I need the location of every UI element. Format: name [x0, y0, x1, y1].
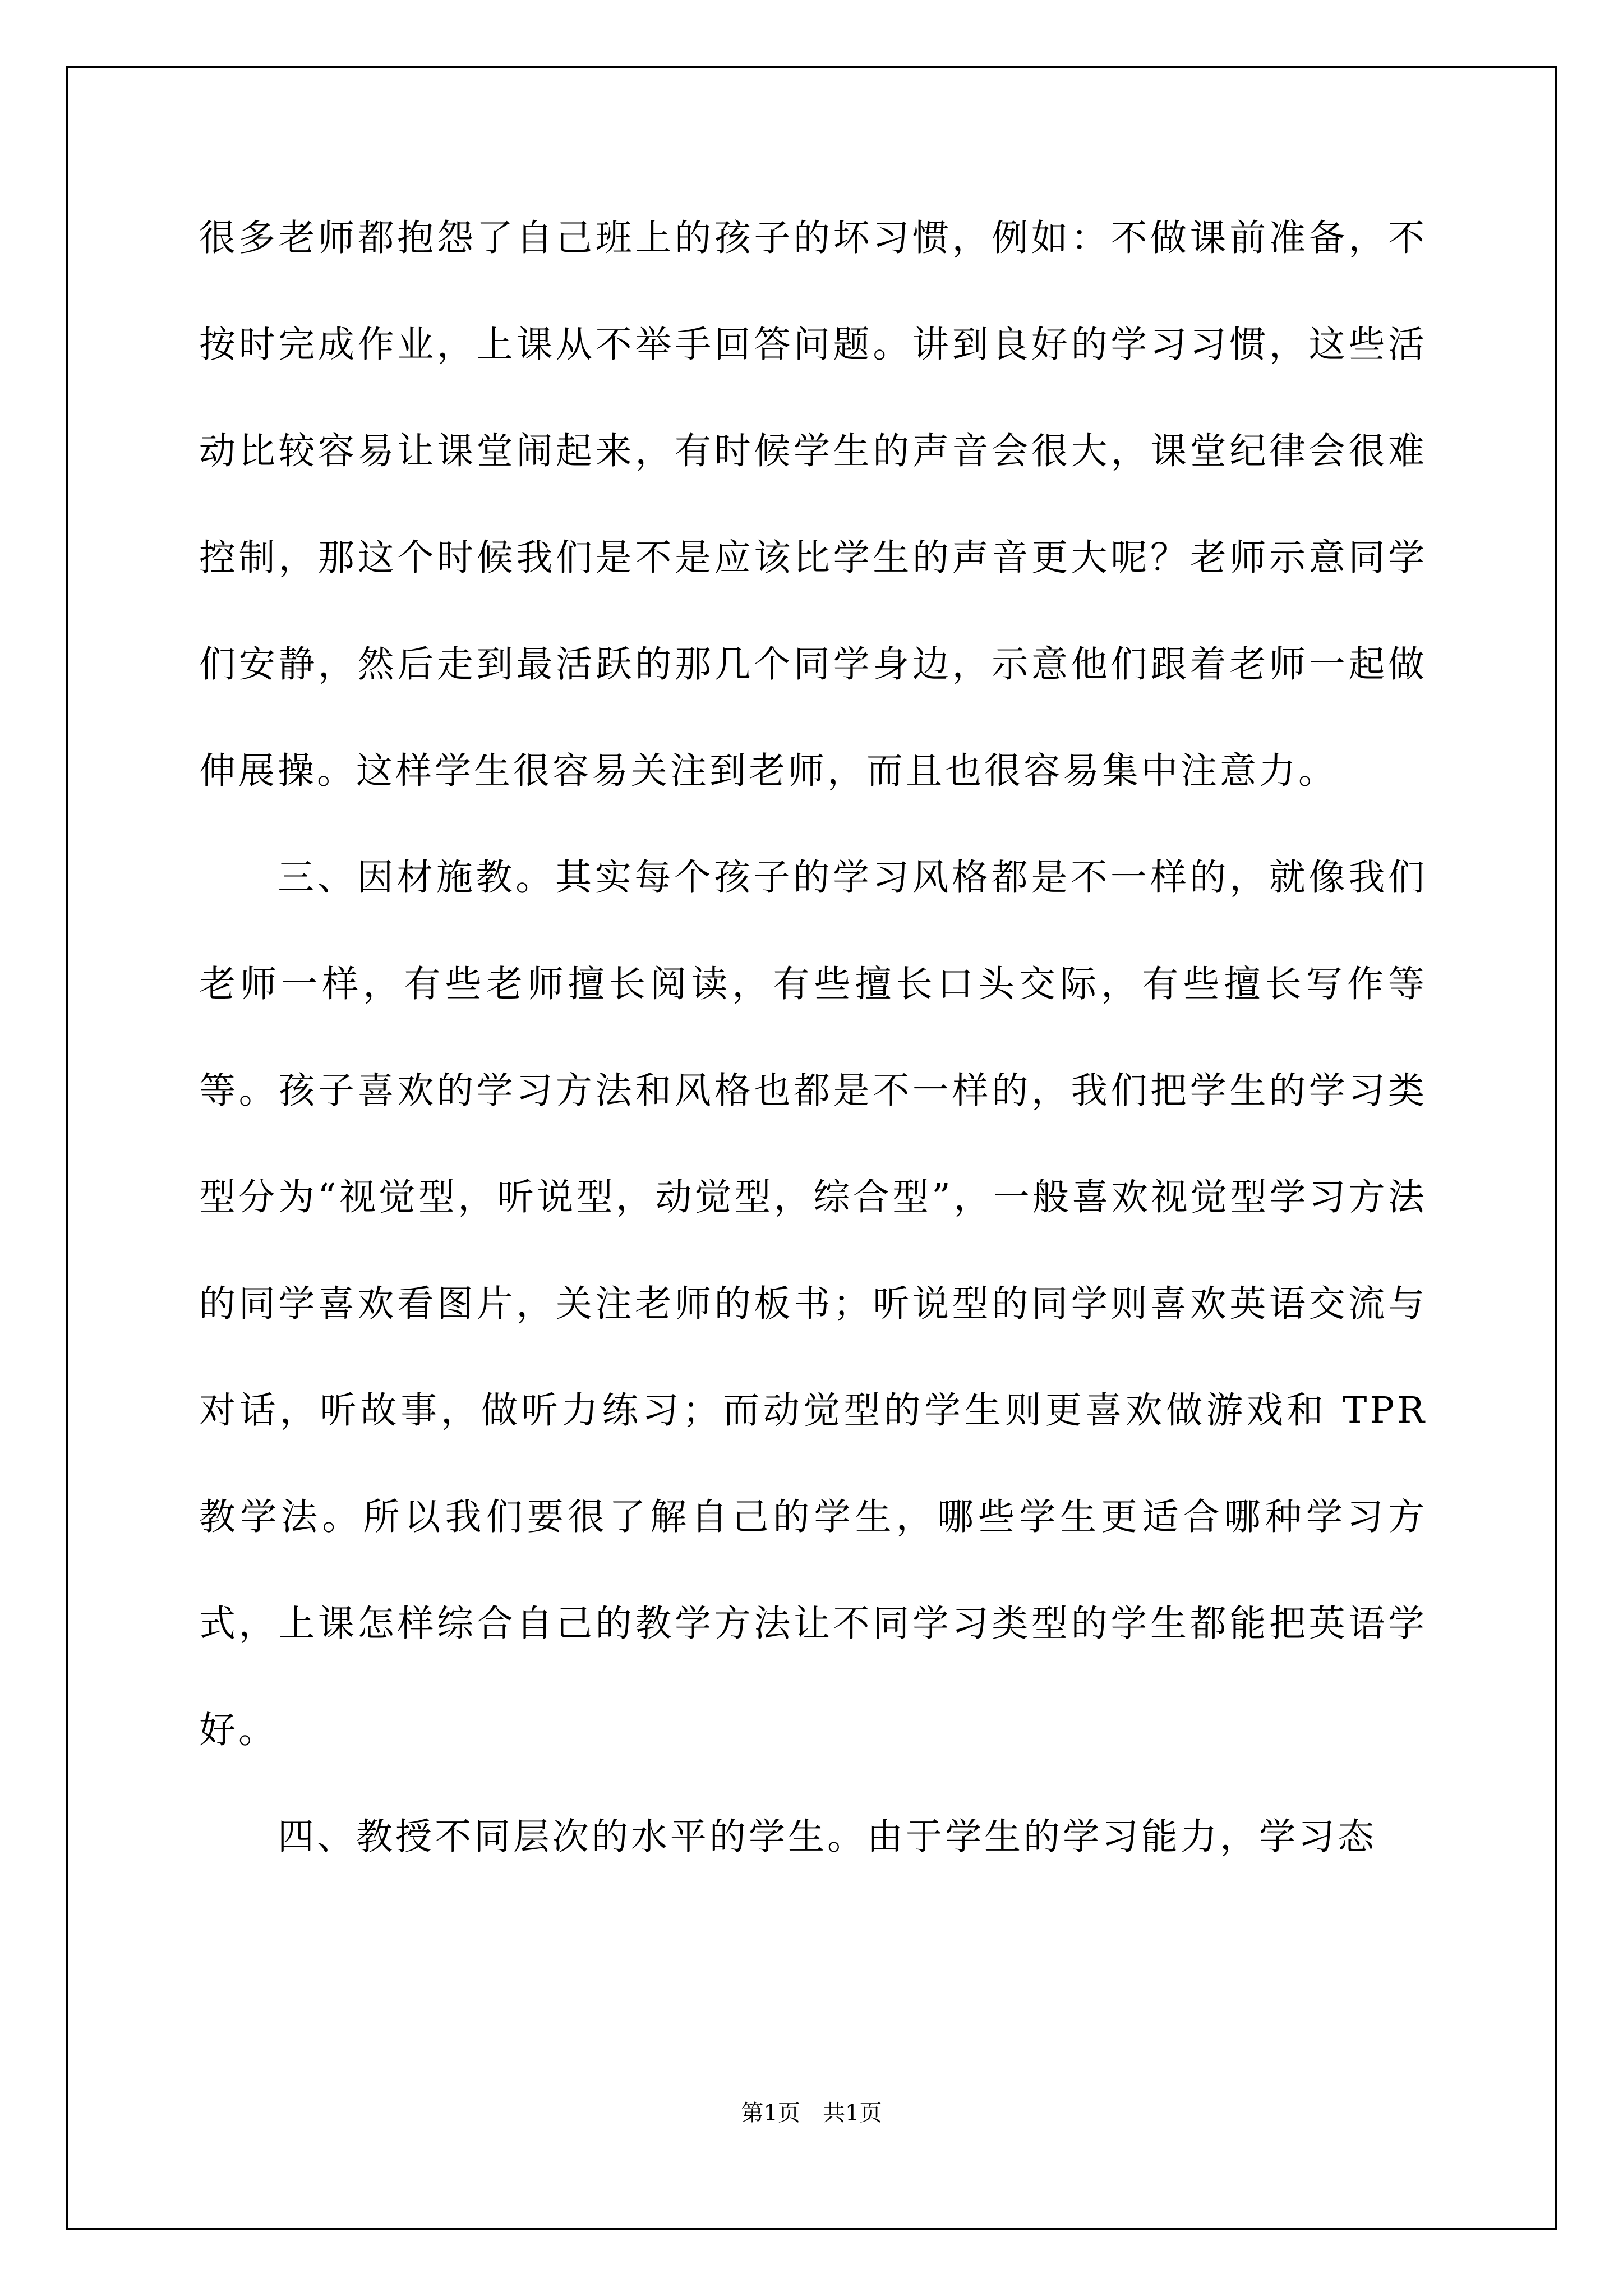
paragraph-3: 四、教授不同层次的水平的学生。由于学生的学习能力，学习态 [278, 1816, 1377, 1858]
paragraph-2: 三、因材施教。其实每个孩子的学习风格都是不一样的，就像我们老师一样，有些老师擅长阅读，有些擅长口头交际，有些擅长写作等等。孩子喜欢的学习方法和风格也都是不一样的，我们把学生的学习类型分为“视觉型，听说型，动觉型，综合型”，一般喜欢视觉型学习方法的同学喜欢看图片，关注老师的板书；听说型的同学则喜欢英语交流与对话，听故事，做听力练习；而动觉型的学生则更喜欢做游戏和 TPR 教学法。所以我们要很了解自己的学生，哪些学生更适合哪种学习方式，上课怎样综合自己的教学方法让不同学习类型的学生都能把英语学好。 [199, 857, 1427, 1751]
document-body [199, 185, 1427, 1890]
page-footer: 第1页 共1页 [741, 2100, 882, 2126]
paragraph-1: 很多老师都抱怨了自己班上的孩子的坏习惯，例如：不做课前准备，不按时完成作业，上课从不举手回答问题。讲到良好的学习习惯，这些活动比较容易让课堂闹起来，有时候学生的声音会很大，课堂纪律会很难控制，那这个时候我们是不是应该比学生的声音更大呢？老师示意同学们安静，然后走到最活跃的那几个同学身边，示意他们跟着老师一起做伸展操。这样学生很容易关注到老师，而且也很容易集中注意力。 [199, 217, 1427, 792]
